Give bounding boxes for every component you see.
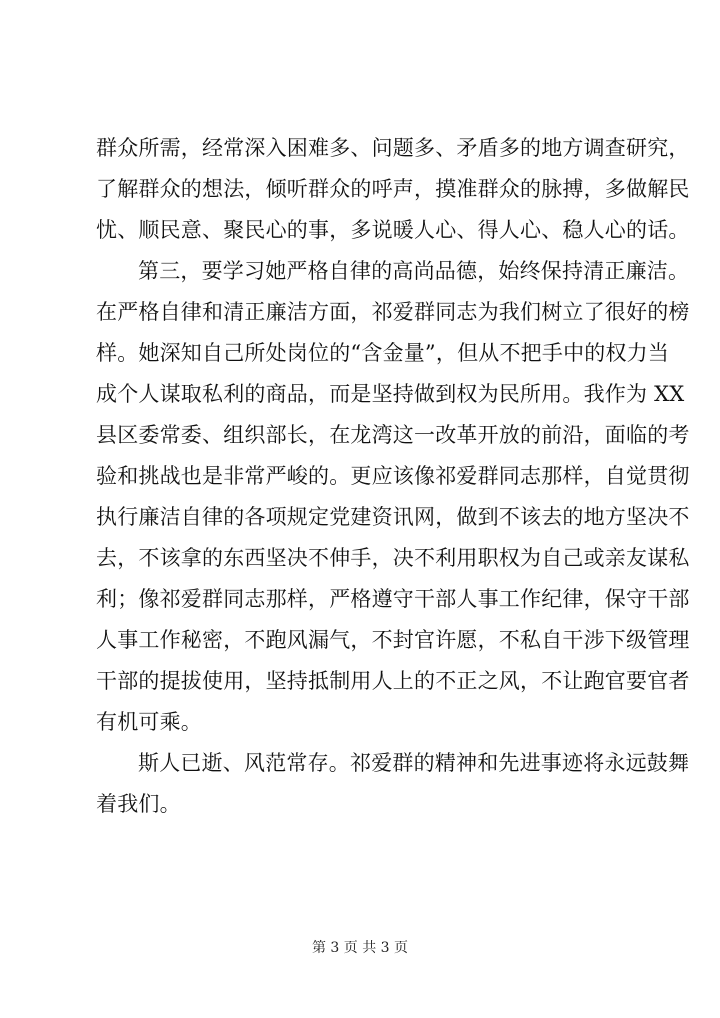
paragraph-start-line: 斯人已逝、风范常存。祁爱群的精神和先进事迹将永远鼓舞: [138, 751, 690, 775]
text-line-15: 有机可乘。: [96, 710, 202, 734]
text-line-1: 群众所需，经常深入困难多、问题多、矛盾多的地方调查研究，: [96, 136, 690, 160]
text-line-2: 了解群众的想法，倾听群众的呼声，摸准群众的脉搏，多做解民: [96, 177, 690, 201]
text-line-10: 执行廉洁自律的各项规定党建资讯网，做到不该去的地方坚决不: [96, 505, 690, 529]
text-line-14: 干部的提拔使用，坚持抵制用人上的不正之风，不让跑官要官者: [96, 669, 690, 693]
text-line-17: 着我们。: [96, 792, 181, 816]
text-line-9: 验和挑战也是非常严峻的。更应该像祁爱群同志那样，自觉贯彻: [96, 464, 690, 488]
text-line-3: 忧、顺民意、聚民心的事，多说暖人心、得人心、稳人心的话。: [96, 218, 690, 242]
text-line-8: 县区委常委、组织部长，在龙湾这一改革开放的前沿，面临的考: [96, 423, 690, 447]
text-line-5: 在严格自律和清正廉洁方面，祁爱群同志为我们树立了很好的榜: [96, 300, 690, 324]
text-line-13: 人事工作秘密，不跑风漏气，不封官许愿，不私自干涉下级管理: [96, 628, 690, 652]
text-line-6: 样。她深知自己所处岗位的“含金量”，但从不把手中的权力当: [96, 341, 670, 365]
text-line-12: 利；像祁爱群同志那样，严格遵守干部人事工作纪律，保守干部: [96, 587, 690, 611]
text-line-7: 成个人谋取私利的商品，而是坚持做到权为民所用。我作为 XX: [96, 382, 685, 406]
paragraph-start-line: 第三，要学习她严格自律的高尚品德，始终保持清正廉洁。: [138, 259, 690, 283]
page-number-footer: 第 3 页 共 3 页: [311, 940, 409, 956]
text-line-11: 去，不该拿的东西坚决不伸手，决不利用职权为自己或亲友谋私: [96, 546, 690, 570]
